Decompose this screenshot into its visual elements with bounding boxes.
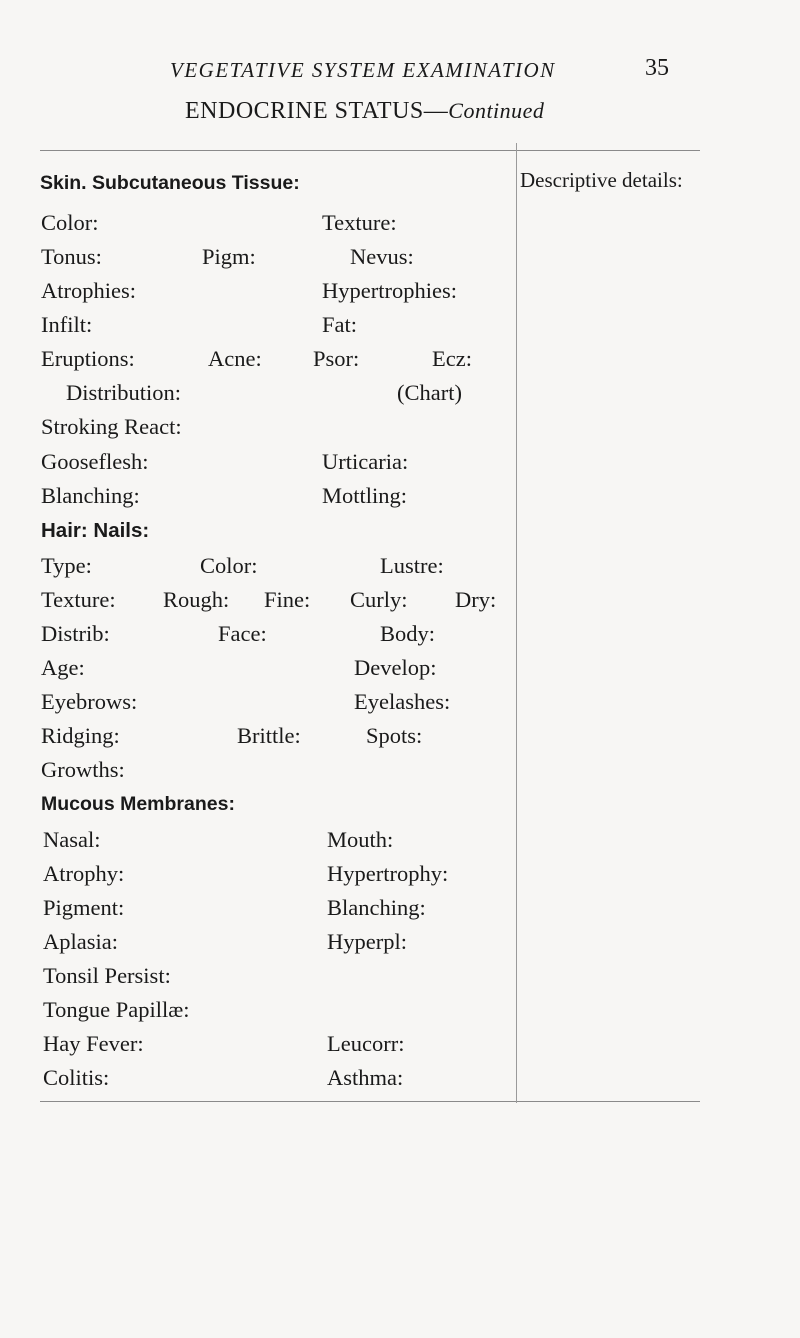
skin-blanching-label: Blanching: — [41, 483, 140, 508]
hypertrophy-label: Hypertrophy: — [327, 861, 449, 886]
eyelashes-label: Eyelashes: — [354, 689, 451, 714]
develop-label: Develop: — [354, 655, 437, 680]
rough-label: Rough: — [163, 587, 230, 612]
brittle-label: Brittle: — [237, 723, 301, 748]
fine-label: Fine: — [264, 587, 311, 612]
skin-section-heading: Skin. Subcutaneous Tissue: — [40, 172, 300, 194]
hair-type-label: Type: — [41, 553, 92, 578]
page-title — [185, 98, 544, 125]
ridging-label: Ridging: — [41, 723, 120, 748]
hay-fever-label: Hay Fever: — [43, 1031, 144, 1056]
eruptions-label: Eruptions: — [41, 346, 135, 371]
body-label: Body: — [380, 621, 436, 646]
mouth-label: Mouth: — [327, 827, 394, 852]
growths-label: Growths: — [41, 757, 125, 782]
colitis-label: Colitis: — [43, 1065, 110, 1090]
tonus-label: Tonus: — [41, 244, 102, 269]
face-label: Face: — [218, 621, 267, 646]
mucous-blanching-label: Blanching: — [327, 895, 426, 920]
fat-label: Fat: — [322, 312, 358, 337]
eyebrows-label: Eyebrows: — [41, 689, 138, 714]
hair-nails-section-heading: Hair: Nails: — [41, 519, 150, 542]
mucous-membranes-section-heading: Mucous Membranes: — [41, 793, 235, 815]
skin-color-label: Color: — [41, 210, 99, 235]
hair-texture-label: Texture: — [41, 587, 116, 612]
dry-label: Dry: — [455, 587, 497, 612]
hyperpl-label: Hyperpl: — [327, 929, 407, 954]
psor-label: Psor: — [313, 346, 360, 371]
gooseflesh-label: Gooseflesh: — [41, 449, 149, 474]
running-title: VEGETATIVE SYSTEM EXAMINATION — [170, 58, 556, 82]
skin-texture-label: Texture: — [322, 210, 397, 235]
distrib-label: Distrib: — [41, 621, 110, 646]
lustre-label: Lustre: — [380, 553, 444, 578]
infilt-label: Infilt: — [41, 312, 93, 337]
age-label: Age: — [41, 655, 85, 680]
tonsil-persist-label: Tonsil Persist: — [43, 963, 171, 988]
page-number: 35 — [645, 55, 669, 81]
chart-label: (Chart) — [397, 380, 462, 405]
bottom-rule — [40, 1101, 700, 1102]
asthma-label: Asthma: — [327, 1065, 404, 1090]
hypertrophies-label: Hypertrophies: — [322, 278, 457, 303]
leucorr-label: Leucorr: — [327, 1031, 405, 1056]
pigment-label: Pigment: — [43, 895, 125, 920]
spots-label: Spots: — [366, 723, 423, 748]
aplasia-label: Aplasia: — [43, 929, 118, 954]
top-rule — [40, 150, 700, 151]
ecz-label: Ecz: — [432, 346, 472, 371]
tongue-papillae-label: Tongue Papillæ: — [43, 997, 190, 1022]
nevus-label: Nevus: — [350, 244, 414, 269]
page-title-main: ENDOCRINE STATUS— — [185, 98, 449, 124]
distribution-label: Distribution: — [66, 380, 182, 405]
atrophies-label: Atrophies: — [41, 278, 136, 303]
hair-color-label: Color: — [200, 553, 258, 578]
page-title-continued: Continued — [448, 98, 545, 123]
descriptive-details-label: Descriptive details: — [520, 168, 683, 192]
curly-label: Curly: — [350, 587, 408, 612]
nasal-label: Nasal: — [43, 827, 101, 852]
column-divider — [516, 143, 517, 1103]
urticaria-label: Urticaria: — [322, 449, 409, 474]
stroking-react-label: Stroking React: — [41, 414, 182, 439]
pigm-label: Pigm: — [202, 244, 256, 269]
atrophy-label: Atrophy: — [43, 861, 125, 886]
acne-label: Acne: — [208, 346, 262, 371]
mottling-label: Mottling: — [322, 483, 408, 508]
